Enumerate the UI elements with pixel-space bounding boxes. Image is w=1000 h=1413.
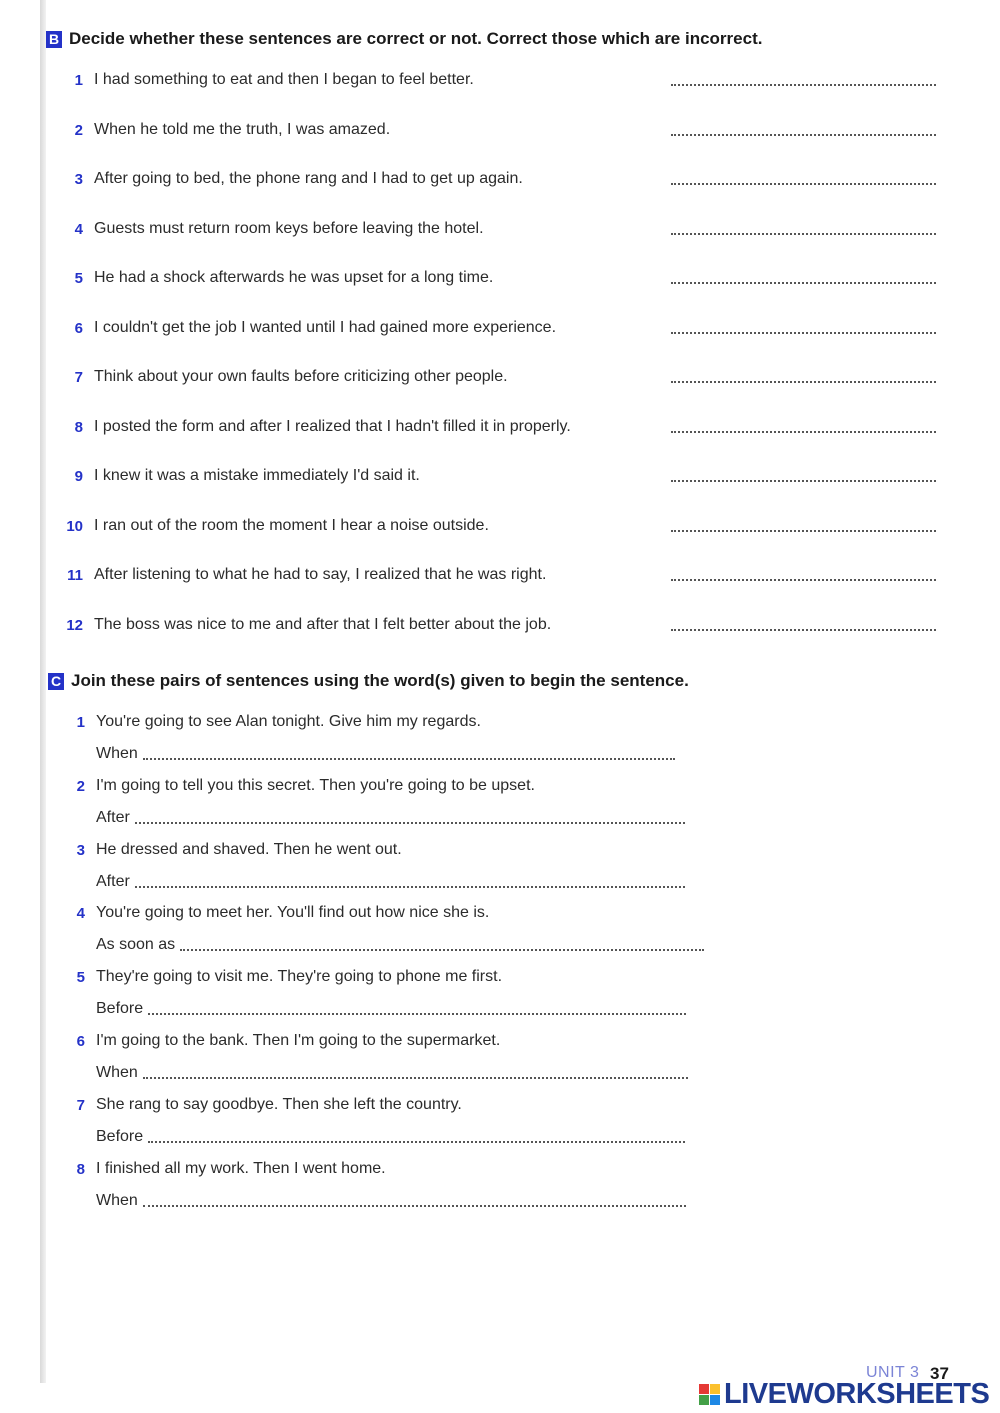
- answer-field[interactable]: [671, 173, 936, 185]
- exercise-c-item: [60, 1159, 740, 1219]
- unit-label: UNIT 3: [866, 1364, 920, 1381]
- sentence-pair-text: You're going to see Alan tonight. Give him my regards.: [96, 713, 481, 730]
- sentence-pair-text: She rang to say goodbye. Then she left the country.: [96, 1095, 462, 1113]
- item-number: 10: [66, 517, 83, 535]
- item-number: 6: [74, 319, 83, 337]
- exercise-c-item: [60, 776, 740, 836]
- sentence-text: After going to bed, the phone rang and I had to get up again.: [94, 170, 523, 187]
- answer-field[interactable]: [143, 1195, 686, 1207]
- answer-line: [96, 1000, 686, 1018]
- sentence-pair-text: I'm going to tell you this secret. Then you're going to be upset.: [96, 776, 535, 794]
- answer-line: [96, 1064, 688, 1082]
- logo-square-green: [699, 1395, 709, 1405]
- answer-field[interactable]: [671, 371, 936, 383]
- exercise-c-item: [60, 1031, 740, 1091]
- exercise-b-item: [60, 70, 940, 96]
- sentence-pair-text: He dressed and shaved. Then he went out.: [96, 840, 402, 858]
- exercise-b-item: [60, 516, 940, 542]
- item-number: 7: [74, 369, 83, 386]
- answer-field[interactable]: [671, 569, 936, 581]
- exercise-b-item: [60, 169, 940, 195]
- answer-field[interactable]: [143, 748, 675, 760]
- sentence-text: The boss was nice to me and after that I felt better about the job.: [94, 615, 552, 633]
- answer-line: [96, 873, 685, 891]
- exercise-b-item: [60, 565, 940, 591]
- section-b-instruction: Decide whether these sentences are correct or not. Correct those which are incorrect.: [69, 29, 763, 48]
- section-c-letter-badge: C: [48, 673, 64, 690]
- sentence-starter: Before: [96, 1127, 144, 1145]
- item-number: 5: [74, 270, 83, 287]
- item-number: 11: [67, 567, 83, 584]
- answer-field[interactable]: [148, 1131, 685, 1143]
- sentence-text: When he told me the truth, I was amazed.: [94, 120, 391, 138]
- exercise-b-item: [60, 466, 940, 492]
- liveworksheets-brand[interactable]: [699, 1378, 989, 1411]
- answer-field[interactable]: [671, 619, 936, 631]
- page-number: 37: [930, 1364, 949, 1383]
- exercise-b-item: [60, 318, 940, 344]
- section-c-instruction: Join these pairs of sentences using the word(s) given to begin the sentence.: [71, 671, 689, 690]
- sentence-starter: After: [96, 872, 130, 890]
- exercise-b-item: [60, 615, 940, 641]
- answer-field[interactable]: [148, 1003, 686, 1015]
- answer-field[interactable]: [671, 421, 936, 433]
- answer-field[interactable]: [671, 322, 936, 334]
- sentence-starter: As soon as: [96, 936, 176, 954]
- answer-field[interactable]: [671, 272, 936, 284]
- exercise-b-item: [60, 367, 940, 393]
- answer-line: [96, 1192, 686, 1210]
- item-number: 4: [76, 905, 85, 923]
- answer-line: [96, 936, 704, 954]
- item-number: 3: [74, 171, 83, 188]
- exercise-c-item: [60, 840, 740, 900]
- answer-field[interactable]: [135, 812, 685, 824]
- sentence-text: I posted the form and after I realized that I hadn't filled it in properly.: [94, 417, 571, 435]
- logo-square-red: [699, 1384, 709, 1394]
- exercise-b-item: [60, 417, 940, 443]
- sentence-starter: Before: [96, 1000, 144, 1018]
- answer-line: [96, 745, 675, 763]
- answer-field[interactable]: [135, 876, 685, 888]
- exercise-b-item: [60, 120, 940, 146]
- sentence-starter: When: [96, 1064, 138, 1081]
- sentence-pair-text: I finished all my work. Then I went home.: [96, 1159, 386, 1177]
- sentence-text: I ran out of the room the moment I hear a noise outside.: [94, 516, 489, 534]
- sentence-starter: When: [96, 1191, 138, 1209]
- item-number: 2: [74, 121, 83, 139]
- item-number: 1: [74, 72, 83, 89]
- sentence-text: Guests must return room keys before leaving the hotel.: [94, 219, 484, 237]
- sentence-pair-text: You're going to meet her. You'll find out how nice she is.: [96, 904, 490, 922]
- answer-field[interactable]: [671, 124, 936, 136]
- item-number: 6: [76, 1033, 85, 1050]
- exercise-c-item: [60, 1095, 740, 1155]
- section-b-letter-badge: B: [46, 31, 62, 48]
- answer-field[interactable]: [143, 1067, 688, 1079]
- sentence-text: I had something to eat and then I began to feel better.: [94, 71, 474, 88]
- exercise-c-item: [60, 967, 740, 1027]
- item-number: 8: [74, 418, 83, 436]
- answer-field[interactable]: [671, 223, 936, 235]
- sentence-text: Think about your own faults before criticizing other people.: [94, 368, 508, 385]
- sentence-text: I couldn't get the job I wanted until I had gained more experience.: [94, 318, 557, 336]
- item-number: 2: [76, 777, 85, 795]
- section-c-heading: [48, 671, 689, 691]
- page-binding-edge: [40, 0, 46, 1385]
- item-number: 1: [76, 714, 85, 731]
- answer-field[interactable]: [671, 74, 936, 86]
- item-number: 9: [74, 468, 83, 485]
- item-number: 5: [76, 969, 85, 987]
- item-number: 8: [76, 1160, 85, 1178]
- logo-square-yellow: [710, 1384, 720, 1394]
- section-b-heading: [46, 29, 762, 49]
- liveworksheets-logo-icon: [699, 1384, 720, 1405]
- brand-name: LIVEWORKSHEETS: [724, 1378, 990, 1410]
- sentence-starter: When: [96, 745, 138, 762]
- answer-line: [96, 1128, 685, 1146]
- answer-line: [96, 809, 685, 827]
- logo-square-blue: [710, 1395, 720, 1405]
- exercise-c-item: [60, 903, 740, 963]
- item-number: 12: [66, 616, 83, 634]
- answer-field[interactable]: [180, 939, 704, 951]
- item-number: 7: [76, 1096, 85, 1114]
- item-number: 3: [76, 841, 85, 859]
- exercise-b-item: [60, 268, 940, 294]
- answer-field[interactable]: [671, 470, 936, 482]
- exercise-c-item: [60, 712, 740, 772]
- sentence-starter: After: [96, 808, 130, 826]
- answer-field[interactable]: [671, 520, 936, 532]
- item-number: 4: [74, 220, 83, 238]
- sentence-pair-text: They're going to visit me. They're going to phone me first.: [96, 968, 503, 986]
- sentence-pair-text: I'm going to the bank. Then I'm going to the supermarket.: [96, 1032, 501, 1049]
- exercise-b-item: [60, 219, 940, 245]
- sentence-text: I knew it was a mistake immediately I'd said it.: [94, 467, 420, 484]
- sentence-text: He had a shock afterwards he was upset for a long time.: [94, 269, 494, 286]
- sentence-text: After listening to what he had to say, I realized that he was right.: [94, 566, 547, 583]
